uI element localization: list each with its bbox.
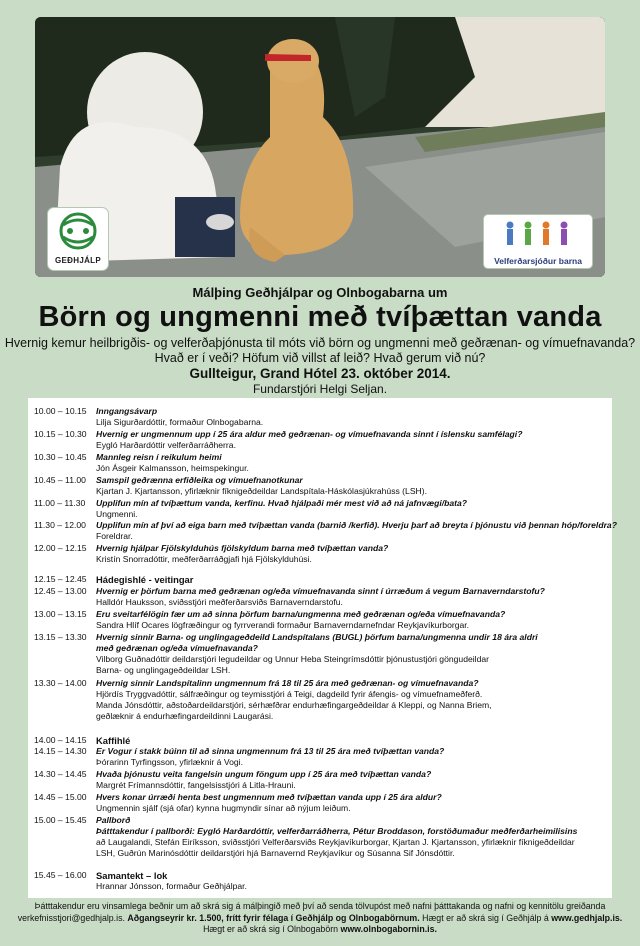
venue-date: Gullteigur, Grand Hótel 23. október 2014.	[189, 366, 451, 381]
footer-line-3: Hægt er að skrá sig í Olnbogabörn www.olnbogabornin.is.	[203, 924, 437, 934]
footer-line-1: Þátttakendur eru vinsamlega beðnir um að skrá sig á málþingið með því að senda tölvupóst með nafni þátttakanda og nafni og kennitölu greiðanda	[34, 901, 606, 911]
registration-footer	[0, 899, 640, 946]
footer-line-2: verkefnisstjori@gedhjalp.is. Aðgangseyrir kr. 1.500, frítt fyrir félaga í Geðhjálp og Olnbogabörnum. Hægt er að skrá sig í Geðhjálp á www.gedhjalp.is.	[17, 912, 623, 923]
event-subtitle: Málþing Geðhjálpar og Olnbogabarna um	[192, 285, 448, 300]
intro-text	[0, 336, 640, 365]
intro-line-2: Hvað er í veði? Höfum við villst af leið? Hvað gerum við nú?	[154, 350, 486, 365]
gedhjalp-emblem-icon	[53, 211, 103, 251]
olnbogaborn-url-link[interactable]: www.olnbogabornin.is.	[340, 924, 437, 934]
velferdarsjodur-logo	[484, 215, 592, 268]
gedhjalp-logo-text: GEÐHJÁLP	[55, 256, 101, 265]
programme-schedule: 10.00 – 10.15 Inngangsávarp Lilja Sigurðardóttir, formaður Olnbogabarna. 10.15 – 10.30 Hvernig er ungmennum upp í 25 ára aldur með geðrænan- og vímuefnavanda sinnt í íslensku samfélagi? Eygló Harðardóttir velferðarráðherra. 10.30 – 10.45 Mannleg reisn í reikulum heimi Jón Ásgeir Kalmansson, heimspekingur. 10.45 – 11.00 Samspil geðrænna erfiðleika og vímuefnanotkunar Kjartan J. Kjartansson, yfirlæknir fíknigeðdeildar Landspítala-Háskólasjúkrahúss (LSH). 11.00 – 11.30 Upplifun mín af tvíþættum vanda, kerfinu. Hvað hjálpaði mér mest við að ná jafnvægi/bata? Ungmenni. 11.30 – 12.00 Upplifun mín af því að eiga barn með tvíþættan vanda (barnið /kerfið). Hverju þarf að breyta í þjónustu við þennan hóp/foreldra? Foreldrar. 12.00 – 12.15 Hvernig hjálpar Fjölskylduhús fjölskyldum barna með tvíþættan vanda? Kristín Snorradóttir, meðferðarráðgjafi hjá Fjölskylduhúsi. 12.15 – 12.45 Hádegishlé - veitingar 12.45 – 13.00 Hvernig er þörfum barna með geðrænan og/eða vímuefnavanda sinnt í úrræðum á vegum Barnaverndarstofu? Halldór Hauksson, sviðsstjóri meðferðarsviðs Barnaverndarstofu. 13.00 – 13.15 Eru sveitarfélögin fær um að sinna þörfum barna/ungmenna með geðrænan og/eða vímuefnavanda? Sandra Hlíf Ocares lögfræðingur og fyrrverandi formaður Barnaverndarnefndar Reykjavíkurborgar. 13.15 – 13.30 Hvernig sinnir Barna- og unglingageðdeild Landspítalans (BUGL) þörfum barna/ungmenna undir 18 ára aldri með geðrænan og/eða vímuefnavanda? Vilborg Guðnadóttir deildarstjóri legudeildar og Unnur Heba Steingrímsdóttir þjónustustjóri göngudeildar Barna- og unglingageðdeildar LSH. 13.30 – 14.00 Hvernig sinnir Landspítalinn ungmennum frá 18 til 25 ára með geðrænan- og vímuefnavanda? Hjördís Tryggvadóttir, sálfræðingur og teymisstjóri á Teigi, dagdeild fyrir áfengis- og vímuefnameðferð. Manda Jónsdóttir, aðstoðardeildarstjóri, sérhæfðrar endurhæfingargeðdeildar á Kleppi, og Nanna Briem, geðlæknir á endurhæfingardeildinni Laugarási. 14.00 – 14.15 Kaffihlé 14.15 – 14.30 Er Vogur í stakk búinn til að sinna ungmennum frá 13 til 25 ára með tvíþættan vanda? Þórarinn Tyrfingsson, yfirlæknir á Vogi. 14.30 – 14.45 Hvaða þjónustu veita fangelsin ungum föngum upp í 25 ára með tvíþættan vanda? Margrét Frímannsdóttir, fangelsisstjóri á Litla-Hrauni. 14.45 – 15.00 Hvers konar úrræði henta best ungmennum með tvíþættan vanda upp í 25 ára aldur? Ungmennin sjálf (sjá ofar) kynna hugmyndir sínar að nýjum leiðum. 15.00 – 15.45 Pallborð Þátttakendur í pallborði: Eygló Harðardóttir, velferðarráðherra, Pétur Broddason, forstöðumaður meðferðarheimilisins að Laugalandi, Stefán Eiríksson, sviðsstjóri Velferðarsviðs Reykjavíkurborgar, Kjartan J. Kjartansson, yfirlæknir fíknigeðdeildar LSH, Guðrún Marinósdóttir deildarstjóri hjá Barnavernd Reykjavíkur og Súsanna Sif Jónsdóttir. 15.45 – 16.00 Samantekt – lok Hrannar Jónsson, formaður Geðhjálpar.	[28, 398, 612, 898]
children-figures-icon	[498, 219, 578, 249]
intro-line-1: Hvernig kemur heilbrigðis- og velferðaþjónusta til móts við börn og ungmenni með geðrænan- og vímuefnavanda?	[4, 336, 636, 350]
meeting-chair: Fundarstjóri Helgi Seljan.	[252, 382, 388, 396]
event-title: Börn og ungmenni með tvíþættan vanda	[38, 301, 602, 333]
velferdarsjodur-logo-text: Velferðarsjóður barna	[494, 256, 582, 266]
gedhjalp-logo	[48, 208, 108, 270]
gedhjalp-url-link[interactable]: www.gedhjalp.is.	[551, 912, 623, 923]
